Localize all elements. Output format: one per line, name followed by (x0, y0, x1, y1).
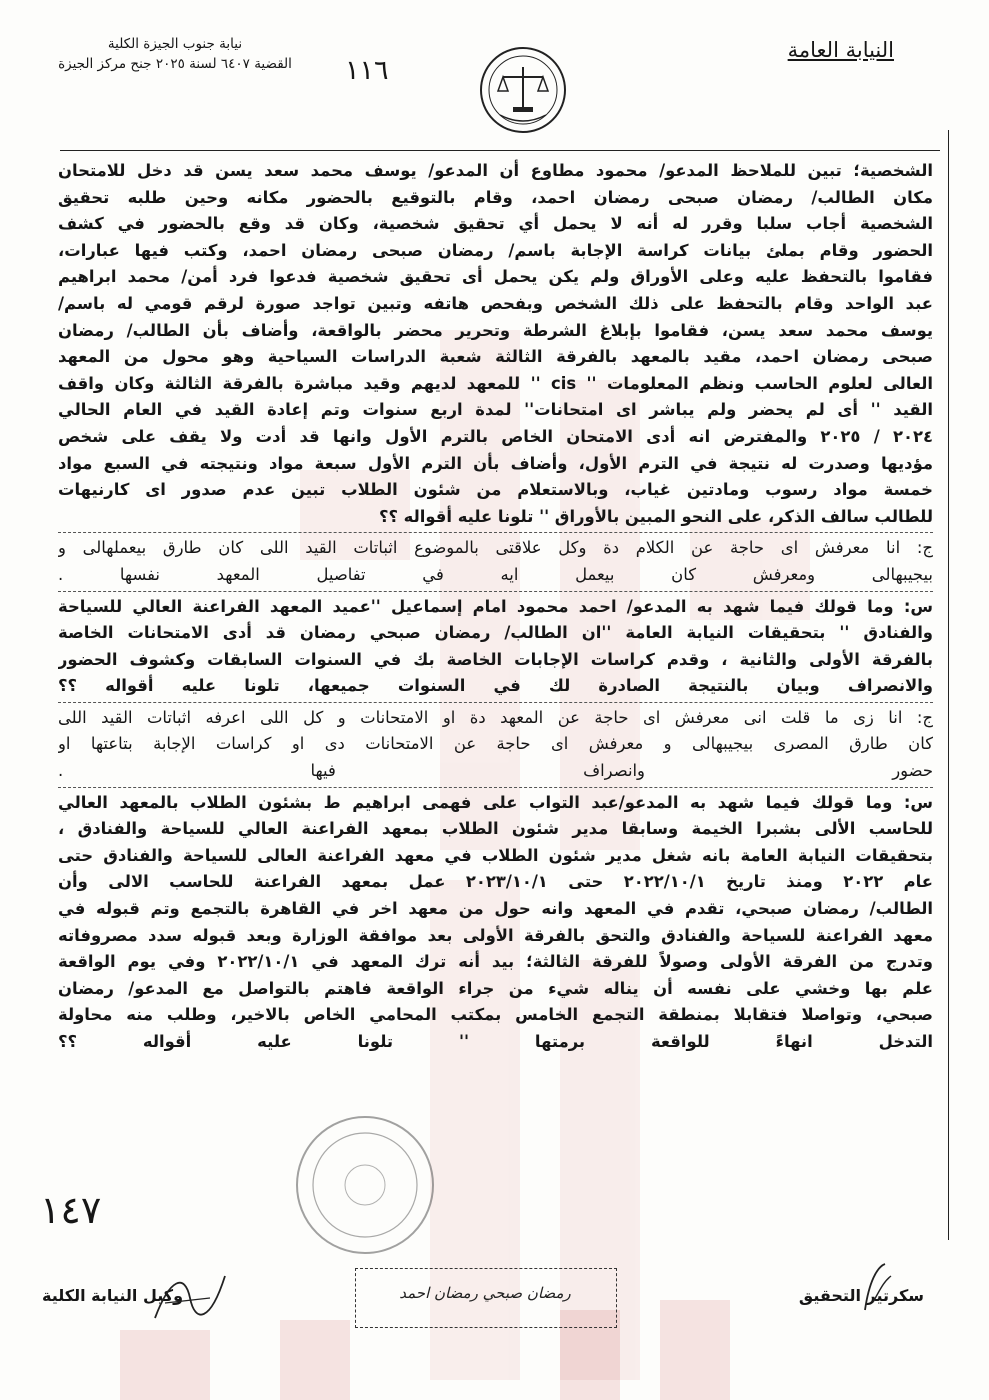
text-line: الشخصية أجاب سلبا وقرر له أنه لا يحمل أي تحقيق شخصية، وكان قد وقع بالحضور في كشف (58, 214, 933, 234)
text-line: القيد '' أى لم يحضر ولم يباشر اى امتحانات'' لمدة اربع سنوات وتم إعادة القيد في العام الحالي (58, 400, 933, 420)
text-line: ٢٠٢٤ / ٢٠٢٥ والمفترض انه أدى الامتحان الخاص بالترم الأول وانها قد أدت ولا يقف على شخص (58, 426, 933, 446)
question-line: بالفرقة الأولى والثانية ، وقدم كراسات الإجابات الخاصة بك في السنوات السابقات وكشوف الحضور (58, 649, 933, 669)
header-case-ref: القضية ٦٤٠٧ لسنة ٢٠٢٥ جنح مركز الجيزة (58, 56, 292, 72)
scales-of-justice-seal-icon (478, 45, 568, 135)
question-line: عام ٢٠٢٢ ومنذ تاريخ ٢٠٢٢/١٠/١ حتى ٢٠٢٣/١٠/١ عمل بمعهد الفراعنة للحاسب الالى وأن (58, 872, 933, 892)
answer-line: ج: انا زى ما قلت انى معرفش اى حاجة عن المعهد دة او الامتحانات و كل اللى اعرفه اثباتات القيد اللى (58, 707, 933, 727)
question-line: وتدرج من الفرقة الأولى وصولاً للفرقة الثالثة؛ بيد أنه ترك المعهد في ٢٠٢٢/١٠/١ وفي يوم الواقعة (58, 952, 933, 972)
answer-line: ج: انا معرفش اى حاجة عن الكلام دة وكل علاقتى بالموضوع اثباتات القيد اللى كان طارق بيعملهالى و (58, 538, 933, 558)
header-office: نيابة جنوب الجيزة الكلية (107, 36, 243, 52)
question-block (58, 594, 933, 700)
divider (58, 787, 933, 788)
handwritten-page-number-bottom: ١٤٧ (40, 1188, 102, 1232)
answer-line: بيجيبهالى ومعرفش كان بيعمل ايه في تفاصيل المعهد نفسها . (58, 564, 933, 584)
question-line: صبحي، وتواصلا فتقابلا بمنطقة التجمع الخامس بمكتب المحامي الخاص بالاخير، وطلب منه محاولة (58, 1005, 933, 1025)
answer-line: كان طارق المصرى بيجيبهالى و معرفش اى حاجة عن الامتحانات دى او كراسات الإجابة بتاعتها او (58, 734, 933, 754)
text-line: الحضور وقام بملئ بيانات كراسة الإجابة باسم/ رمضان صبحى رمضان احمد، وكتب فيها عبارات، (58, 240, 933, 260)
answer-block (58, 535, 933, 588)
divider (58, 702, 933, 703)
question-line: الطالب/ رمضان صبحي، تقدم في المعهد وانه حول من معهد اخر في القاهرة بالتجمع وتم قبوله في (58, 899, 933, 919)
text-line: يوسف محمد سعد يسن، فقاموا بإبلاغ الشرطة وتحرير محضر بالواقعة، وأضاف بأن الطالب/ رمضان (58, 320, 933, 340)
divider (58, 532, 933, 533)
header-office-block (40, 34, 310, 74)
text-line: فقاموا بالتحفظ عليه وعلى الأوراق ولم يكن يحمل أى تحقيق شخصية فدعوا فرد أمن/ محمد ابراهيم (58, 267, 933, 287)
text-line: مؤديها وصدرت له نتيجة في الترم الأول، وأضاف بأن الترم الأول سبعة مواد ونتيجته في السبع مواد (58, 453, 933, 473)
text-line: العالى لعلوم الحاسب ونظم المعلومات '' cis '' للمعهد لديهم وقيد مباشرة بالفرقة الثالثة وكان واقف (58, 373, 933, 393)
question-line: معهد الفراعنة للسياحة والفنادق والتحق بالفرقة الأولى بعد موافقة الوزارة وبعد قبوله سدد مصروفاته (58, 925, 933, 945)
answer-line: حضور وانصراف فيها . (58, 761, 933, 781)
answer-block (58, 705, 933, 785)
question-line: التدخل انهاءً للواقعة برمتها '' تلونا عليه أقواله ؟؟ (58, 1032, 933, 1051)
text-line: للطالب سالف الذكر، على النحو المبين بالأوراق '' تلونا عليه أقواله ؟؟ (378, 506, 933, 526)
prosecutor-signature-label: وكيل النيابة الكلية (42, 1286, 184, 1305)
handwritten-page-number-top: ١١٦ (345, 55, 389, 86)
document-body (58, 158, 933, 1056)
question-line: س: وما قولك فيما شهد به المدعو/ احمد محمود امام إسماعيل ''عميد المعهد الفراعنة العالي للسياحة (58, 596, 933, 616)
header-organization: النيابة العامة (787, 38, 894, 62)
divider (58, 591, 933, 592)
circular-stamp-icon (290, 1110, 440, 1260)
secretary-signature-icon (855, 1262, 895, 1312)
paragraph-continuation (58, 158, 933, 530)
question-line: والانصراف وبيان بالنتيجة الصادرة لك في السنوات جميعها، تلونا عليه أقواله ؟؟ (58, 676, 933, 696)
question-line: والفنادق '' بتحقيقات النيابة العامة ''ان الطالب/ رمضان صبحي رمضان قد أدى الامتحانات الخاصة (58, 623, 933, 643)
text-line: خمسة مواد رسوب ومادتين غياب، وبالاستعلام من شئون الطلاب تبين عدم صدور اى كارنيهات (58, 480, 933, 500)
question-line: علم بها وخشي على نفسه أن يناله شيء من جراء الواقعة فاهتم بالتواصل مع المدعو/ رمضان (58, 978, 933, 998)
text-line: الشخصية؛ تبين للملاحظ المدعو/ محمود مطاوع أن المدعو/ يوسف محمد سعد يسن قد دخل للامتحان (58, 161, 933, 180)
text-line: صبحى رمضان احمد، مقيد بالمعهد بالفرقة الثالثة شعبة الدراسات السياحية وهو محول من المعهد (58, 347, 933, 367)
defendant-signature-text: رمضان صبحي رمضان احمد (399, 1284, 571, 1302)
prosecutor-signature-icon (150, 1268, 230, 1328)
margin-line (948, 130, 949, 1240)
text-line: مكان الطالب/ رمضان صبحى رمضان احمد، وقام بالتوقيع بالحضور مكانه وحين طلبه تحقيق (58, 187, 933, 207)
secretary-signature-label: سكرتير التحقيق (798, 1286, 924, 1305)
header-rule (60, 150, 940, 151)
text-line: عبد الواحد وقام بالتحفظ على ذلك الشخص وبفحص هاتفه وتبين تواجد صورة لرقم قومي له باسم/ (58, 293, 933, 313)
question-line: س: وما قولك فيما شهد به المدعو/عبد التواب على فهمى ابراهيم ط بشئون الطلاب بالمعهد العالي (58, 792, 933, 812)
question-line: بتحقيقات النيابة العامة بانه شغل مدير شئون الطلاب في معهد الفراعنة العالى للسياحة والفنادق حتى (58, 845, 933, 865)
question-line: للحاسب الألى بشبرا الخيمة وسابقا مدير شئون الطلاب بمعهد الفراعنة العالي للسياحة والفنادق ، (58, 819, 933, 839)
question-block (58, 790, 933, 1056)
